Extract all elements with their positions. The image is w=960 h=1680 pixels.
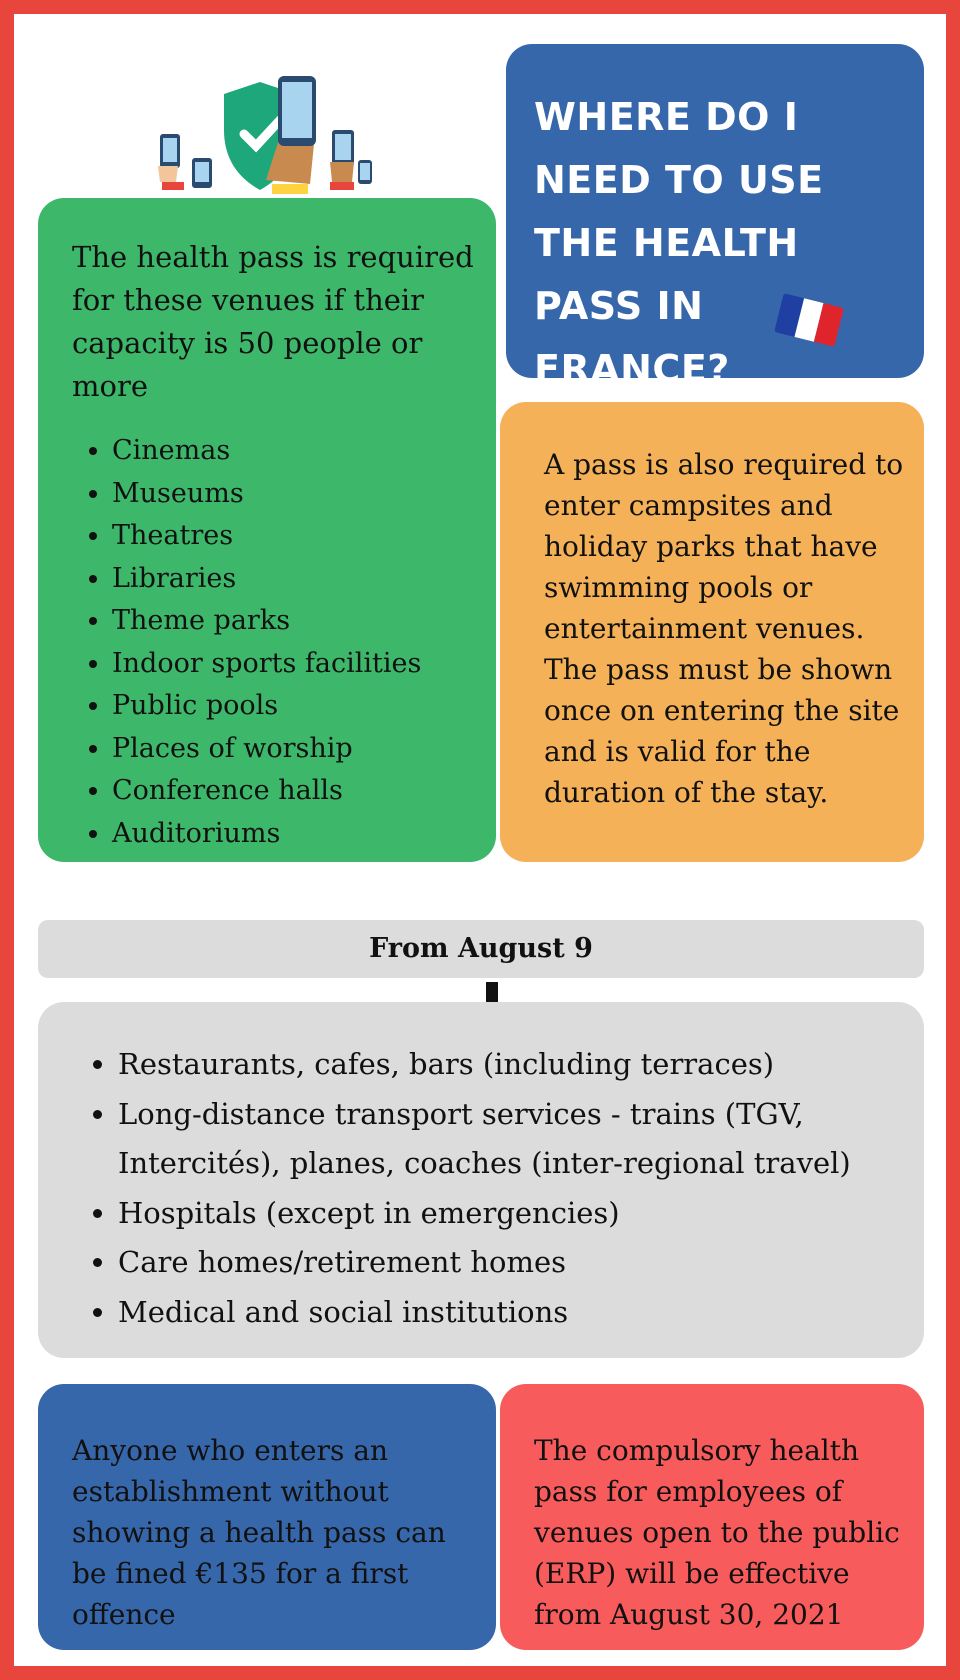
list-item: • Medical and social institutions: [118, 1288, 904, 1338]
list-item: • Restaurants, cafes, bars (including terraces): [118, 1040, 904, 1090]
list-item: • Public pools: [112, 685, 476, 728]
venues-intro: The health pass is required for these venues if their capacity is 50 people or more: [72, 240, 474, 403]
august-panel: [38, 1002, 924, 1358]
infographic-frame: [14, 14, 946, 1666]
list-item: • Theme parks: [112, 600, 476, 643]
list-item: • Indoor sports facilities: [112, 643, 476, 686]
employees-panel: [500, 1384, 924, 1650]
august-header: From August 9: [38, 920, 924, 978]
list-item: • Libraries: [112, 558, 476, 601]
august-list: [82, 1040, 904, 1337]
list-item: • Conference halls: [112, 770, 476, 813]
employees-text: The compulsory health pass for employees of venues open to the public (ERP) will be effective from August 30, 2021: [534, 1434, 900, 1631]
list-item: • Hospitals (except in emergencies): [118, 1189, 904, 1239]
fine-text: Anyone who enters an establishment without showing a health pass can be fined €135 for a first offence: [72, 1434, 446, 1631]
list-item: • Long-distance transport services - trains (TGV, Intercités), planes, coaches (inter-regional travel): [118, 1090, 904, 1189]
list-item: • Museums: [112, 473, 476, 516]
venues-list: [72, 430, 476, 855]
list-item: • Places of worship: [112, 728, 476, 771]
title-panel: [506, 44, 924, 391]
list-item: • Theatres: [112, 515, 476, 558]
list-item: • Care homes/retirement homes: [118, 1238, 904, 1288]
list-item: • Auditoriums: [112, 813, 476, 856]
campsites-panel: [500, 402, 924, 862]
venues-panel: [38, 198, 496, 862]
fine-panel: [38, 1384, 496, 1650]
phone-shield-check-icon: [152, 70, 378, 198]
page-title: WHERE DO I NEED TO USE THE HEALTH PASS IN FRANCE?: [534, 95, 824, 391]
list-item: • Cinemas: [112, 430, 476, 473]
campsites-text: A pass is also required to enter campsites and holiday parks that have swimming pools or entertainment venues. The pass must be shown once on entering the site and is valid for the duration of the stay.: [544, 448, 904, 809]
